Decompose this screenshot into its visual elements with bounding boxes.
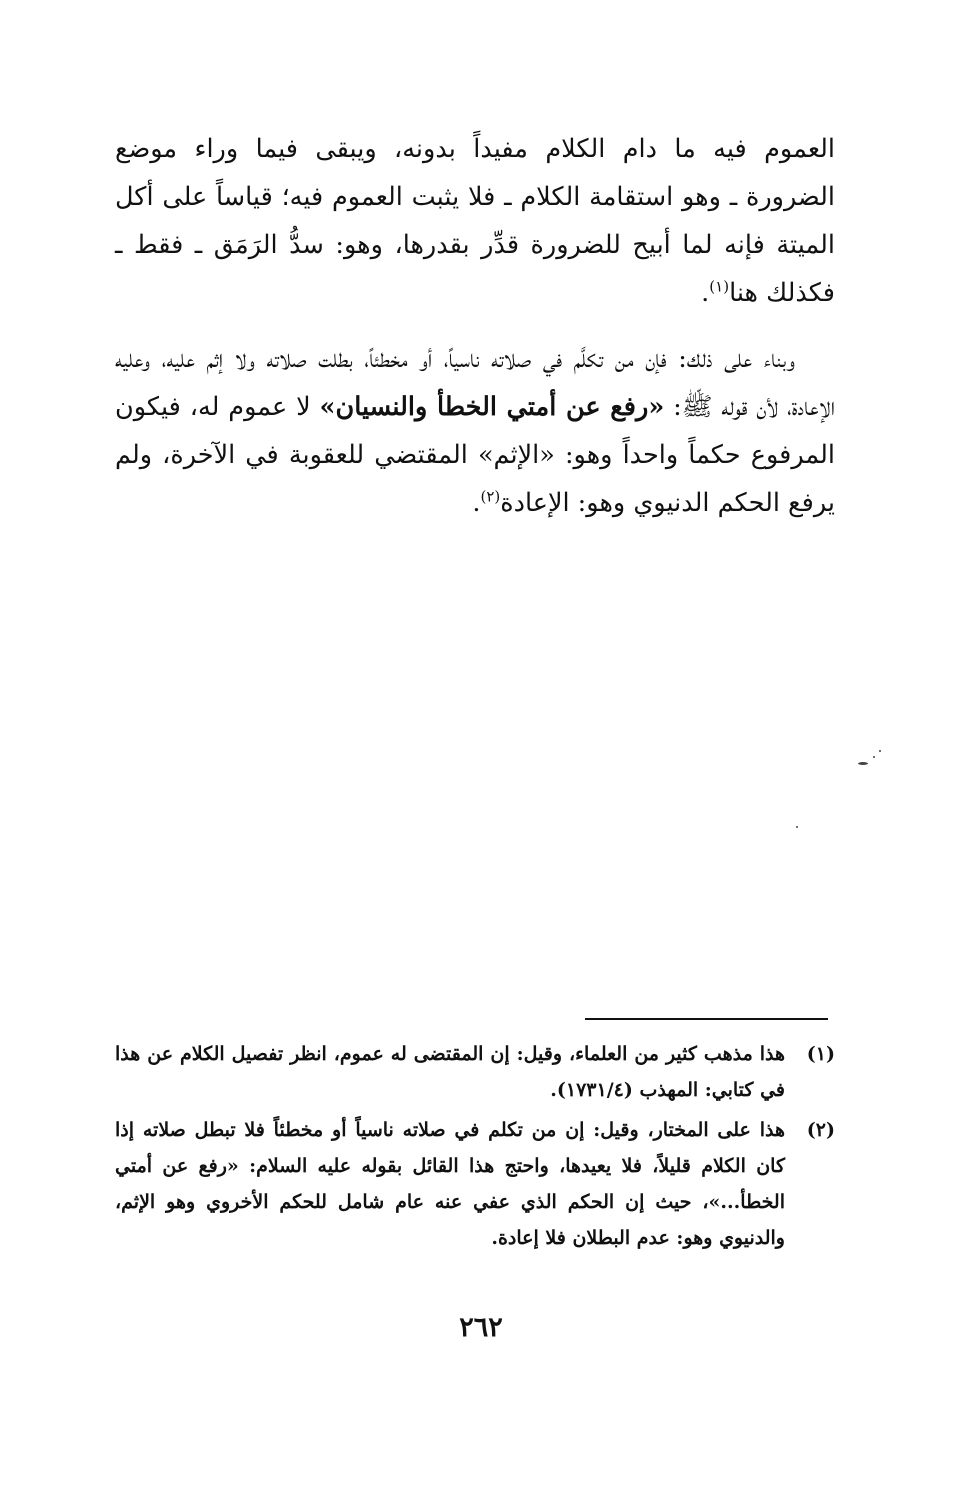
footnote-text: هذا مذهب كثير من العلماء، وقيل: إن المقتضى له عموم، انظر تفصيل الكلام عن هذا في كتابي: المهذب (١٧٣١/٤). bbox=[115, 1043, 785, 1101]
footnote-separator bbox=[585, 1018, 828, 1020]
paragraph-2-text-a: وبناء على ذلك: فإن من تكلَّم في صلاته ناسياً، أو مخطئاً، بطلت صلاته ولا إثم عليه، وعليه الإعادة، لأن قوله ﷺ: bbox=[115, 344, 835, 422]
paragraph-2-text-b: لا عموم له، فيكون المرفوع حكماً واحداً وهو: «الإثم» المقتضي للعقوبة في الآخرة، ولم يرفع الحكم الدنيوي وهو: الإعادة bbox=[115, 392, 835, 518]
footnote-2 bbox=[115, 1112, 835, 1256]
footnote-1 bbox=[115, 1036, 835, 1108]
footnote-number: (١) bbox=[806, 1043, 835, 1065]
footnotes bbox=[115, 1036, 835, 1260]
scan-speck bbox=[858, 762, 868, 765]
footnote-ref-1: (١) bbox=[709, 277, 730, 296]
footnote-text: هذا على المختار، وقيل: إن من تكلم في صلاته ناسياً أو مخطئاً فلا تبطل صلاته إذا كان الكلام قليلاً، فلا يعيدها، واحتج هذا القائل بقوله عليه السلام: «رفع عن أمتي الخطأ...»، حيث إن الحكم الذي عفي عنه عام شامل للحكم الأخروي وهو الإثم، والدنيوي وهو: عدم البطلان فلا إعادة. bbox=[115, 1119, 785, 1249]
page-number: ٢٦٢ bbox=[459, 1312, 503, 1343]
paragraph-1-end: . bbox=[701, 278, 710, 308]
paragraph-1-text: العموم فيه ما دام الكلام مفيداً بدونه، ويبقى فيما وراء موضع الضرورة ـ وهو استقامة الكلام ـ فلا يثبت العموم فيه؛ قياساً على أكل الميتة فإنه لما أبيح للضرورة قدِّر بقدرها، وهو: سدُّ الرَمَق ـ فقط ـ فكذلك هنا bbox=[115, 134, 835, 308]
paragraph-2 bbox=[115, 335, 835, 527]
footnote-number: (٢) bbox=[806, 1119, 835, 1141]
scan-speck bbox=[873, 756, 875, 758]
main-text bbox=[115, 125, 835, 527]
hadith-quote: «رفع عن أمتي الخطأ والنسيان» bbox=[319, 392, 665, 422]
scan-speck bbox=[879, 750, 881, 752]
paragraph-1 bbox=[115, 125, 835, 317]
scan-speck bbox=[796, 826, 798, 828]
paragraph-2-end: . bbox=[472, 488, 481, 518]
footnote-ref-2: (٢) bbox=[480, 487, 501, 506]
